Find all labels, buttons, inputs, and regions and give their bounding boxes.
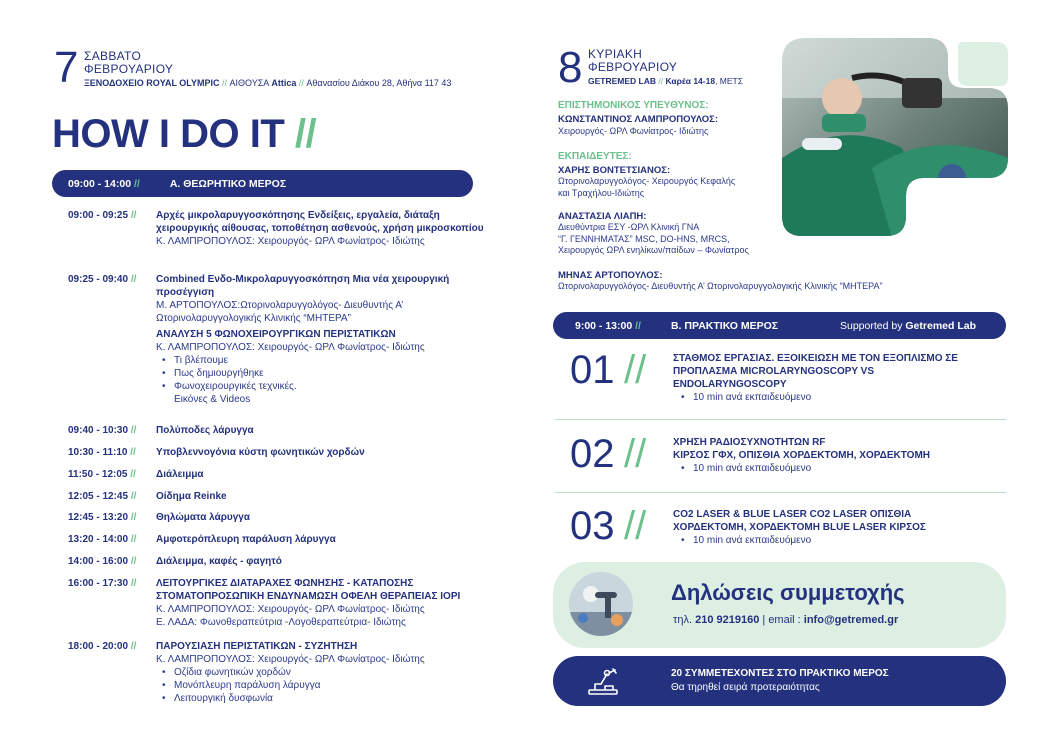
schedule-content: [156, 273, 486, 406]
bullet-item: • Πως δημιουργήθηκε: [162, 367, 486, 380]
page-title: [52, 114, 316, 154]
trainer-desc: Διευθύντρια ΕΣΥ -ΩΡΛ Κλινική ΓΝΑ: [558, 222, 700, 232]
speaker: Κ. ΛΑΜΠΡΟΠΟΥΛΟΣ: Χειρουργός- ΩΡΛ Φωνίατρος- Ιδιώτης: [156, 236, 425, 247]
section-header-theory: [52, 170, 473, 197]
schedule-time: [68, 490, 136, 503]
trainer-desc: Ωτορινολαρυγγολόγος- Χειρουργός Κεφαλής: [558, 176, 736, 186]
station-title: ENDOLARYNGOSCOPY: [673, 379, 787, 390]
station-title: ΚΙΡΣΟΣ ΓΦΧ, ΟΠΙΣΘΙΑ ΧΟΡΔΕΚΤΟΜΗ, ΧΟΡΔΕΚΤΟΜΗ: [673, 450, 930, 461]
trainer-desc: Χειρουργός ΩΡΛ ενηλίκων/παίδων – Φωνίατρος: [558, 245, 749, 255]
trainer-desc: και Τραχήλου-Ιδιώτης: [558, 187, 645, 198]
title-slash: //: [294, 112, 317, 156]
session-title: Combined Ενδο-Μικρολαρυγγοσκόπηση Μια νέα χειρουργική προσέγγιση: [156, 274, 450, 298]
trainers-label: ΕΚΠΑΙΔΕΥΤΕΣ:: [558, 151, 632, 162]
session-title: Υποβλεννογόνια κύστη φωνητικών χορδών: [156, 447, 365, 458]
divider-line: [555, 492, 1006, 493]
station-number: 02: [570, 432, 615, 476]
venue-line: [84, 78, 451, 88]
venue-address: Αθανασίου Διάκου 28, Αθήνα 117 43: [306, 78, 452, 88]
station-text-block: [673, 352, 998, 404]
time-slash: //: [130, 425, 137, 436]
venue-separator-2: //: [298, 78, 304, 88]
venue-hall: Attica: [271, 78, 297, 88]
station-slash: //: [624, 504, 647, 548]
email-label: email :: [768, 614, 801, 626]
schedule-time: [68, 577, 136, 590]
session-title: Αμφοτερόπλευρη παράλυση λάρυγγα: [156, 534, 336, 545]
time-slash: //: [130, 447, 136, 458]
time-slash: //: [130, 641, 137, 652]
station-title: CO2 LASER & BLUE LASER CO2 LASER ΟΠΙΣΘΙΑ: [673, 509, 912, 520]
schedule-time: [68, 511, 136, 524]
trainer-name: ΜΗΝΑΣ ΑΡΤΟΠΟΥΛΟΣ:: [558, 270, 663, 281]
time-text: 13:20 - 14:00: [68, 534, 129, 545]
sub-session-title: ΑΝΑΛΥΣΗ 5 ΦΩΝΟΧΕΙΡΟΥΡΓΙΚΩΝ ΠΕΡΙΣΤΑΤΙΚΩΝ: [156, 329, 396, 340]
email-link[interactable]: info@getremed.gr: [803, 614, 899, 626]
scientific-head-label: ΕΠΙΣΤΗΜΟΝΙΚΟΣ ΥΠΕΥΘΥΝΟΣ:: [558, 100, 709, 111]
time-text: 09:40 - 10:30: [68, 425, 129, 436]
bullet-list: [162, 666, 486, 705]
speaker: Κ. ΛΑΜΠΡΟΠΟΥΛΟΣ: Χειρουργός- ΩΡΛ Φωνίατρος- Ιδιώτης: [156, 654, 425, 665]
trainer-desc: Ωτορινολαρυγγολόγος- Διευθυντής Α’ Ωτορινολαρυγγολογικής Κλινικής “ΜΗΤΕΡΑ”: [558, 281, 883, 291]
microscope-photo: [569, 572, 633, 636]
time-slash: //: [130, 534, 137, 545]
schedule-time: [68, 640, 136, 653]
station-slash: //: [624, 348, 647, 392]
schedule-content: [156, 640, 486, 705]
speaker: Κ. ΛΑΜΠΡΟΠΟΥΛΟΣ: Χειρουργός- ΩΡΛ Φωνίατρος- Ιδιώτης: [156, 342, 425, 353]
station-duration: • 10 min ανά εκπαιδευόμενο: [681, 534, 998, 547]
schedule-time: [68, 424, 136, 437]
venue-hall-label: ΑΙΘΟΥΣΑ: [229, 78, 269, 88]
title-text: HOW I DO IT: [52, 112, 285, 156]
session-title: ΠΑΡΟΥΣΙΑΣΗ ΠΕΡΙΣΤΑΤΙΚΩΝ - ΣΥΖΗΤΗΣΗ: [156, 641, 358, 652]
venue-hotel: ΞΕΝΟΔΟΧΕΙΟ ROYAL OLYMPIC: [84, 78, 220, 88]
venue-line-2: [588, 76, 743, 86]
speaker: Κ. ΛΑΜΠΡΟΠΟΥΛΟΣ: Χειρουργός- ΩΡΛ Φωνίατρος- Ιδιώτης: [156, 604, 425, 615]
scientific-head-desc: Χειρουργός- ΩΡΛ Φωνίατρος- Ιδιώτης: [558, 126, 709, 136]
schedule-time: [68, 273, 136, 286]
trainer: [558, 270, 998, 293]
venue-separator-3: //: [658, 76, 664, 86]
schedule-time: [68, 446, 136, 459]
schedule-content: [156, 577, 486, 629]
schedule-time: [68, 533, 136, 546]
section-time-2: 9:00 - 13:00 //: [575, 319, 641, 332]
phone-label: τηλ.: [673, 614, 693, 626]
time-slash: //: [130, 274, 137, 285]
time-text: 11:50 - 12:05: [68, 469, 128, 480]
schedule-content: [156, 446, 486, 459]
time-text: 12:45 - 13:20: [68, 512, 129, 523]
time-slash: //: [130, 512, 137, 523]
time-text: 09:00 - 09:25: [68, 210, 129, 221]
section-time: 09:00 - 14:00 //: [68, 177, 140, 190]
section-label-2: Β. ΠΡΑΚΤΙΚΟ ΜΕΡΟΣ: [670, 319, 779, 332]
day-number-2: 8: [558, 43, 583, 92]
surgery-photo: [782, 38, 1010, 238]
station-number: 01: [570, 348, 615, 392]
time-text: 09:25 - 09:40: [68, 274, 129, 285]
bullet-item: • Μονόπλευρη παράλυση λάρυγγα: [162, 679, 486, 692]
session-title: Θηλώματα λάρυγγα: [156, 512, 251, 523]
time-text: 12:05 - 12:45: [68, 491, 129, 502]
schedule-time: [68, 555, 136, 568]
station-title: ΧΟΡΔΕΚΤΟΜΗ, ΧΟΡΔΕΚΤΟΜΗ BLUE LASER ΚΙΡΣΟΣ: [673, 522, 926, 533]
speaker: Μ. ΑΡΤΟΠΟΥΛΟΣ:Ωτορινολαρυγγολόγος- Διευθυντής Α’ Ωτορινολαρυγγολογικής Κλινικής “ΜΗΤΕΡΑ”: [156, 300, 404, 324]
time-slash: //: [130, 491, 137, 502]
time-slash: //: [130, 210, 137, 221]
trainer-name: ΧΑΡΗΣ ΒΟΝΤΕΤΣΙΑΝΟΣ:: [558, 165, 671, 176]
schedule-content: [156, 468, 486, 481]
trainer: [558, 165, 788, 199]
trainer: [558, 211, 788, 257]
station-number: 03: [570, 504, 615, 548]
session-title: Διάλειμμα: [156, 469, 204, 480]
time-text: 14:00 - 16:00: [68, 556, 129, 567]
time-text: 18:00 - 20:00: [68, 641, 129, 652]
day-name: ΣΑΒΒΑΤΟ: [84, 49, 142, 63]
phone-link[interactable]: 210 9219160: [695, 614, 760, 626]
time-text: 16:00 - 17:30: [68, 578, 129, 589]
session-title: ΛΕΙΤΟΥΡΓΙΚΕΣ ΔΙΑΤΑΡΑΧΕΣ ΦΩΝΗΣΗΣ - ΚΑΤΑΠΟΣΗΣ ΣΤΟΜΑΤΟΠΡΟΣΩΠΙΚΗ ΕΝΔΥΝΑΜΩΣΗ ΟΦΕΛΗ ΘΕΡΑΠΕΙΑΣ IOPI: [156, 578, 461, 602]
session-title: Αρχές μικρολαρυγγοσκόπησης Ενδείξεις, εργαλεία, διάταξη χειρουργικής αίθουσας, τοποθέτηση ασθενούς, χρήση μικροσκοπίου: [156, 210, 484, 234]
schedule-content: [156, 533, 486, 546]
robot-arm-icon: [587, 666, 619, 696]
month-2: ΦΕΒΡΟΥΑΡΙΟΥ: [588, 60, 678, 74]
venue-city: , ΜΕΤΣ: [715, 76, 743, 86]
trainer-desc: “Γ. ΓΕΝΝΗΜΑΤΑΣ” MSC, DO-HNS, MRCS,: [558, 233, 730, 244]
session-title: Οίδημα Reinke: [156, 491, 227, 502]
station-duration: • 10 min ανά εκπαιδευόμενο: [681, 462, 998, 475]
bullet-item: • Τι βλέπουμε: [162, 354, 486, 367]
bullet-item: • Λειτουργική δυσφωνία: [162, 692, 486, 705]
station-text-block: [673, 436, 998, 475]
month: ΦΕΒΡΟΥΑΡΙΟΥ: [84, 62, 174, 76]
participants-count: 20 ΣΥΜΜΕΤΕΧΟΝΤΕΣ ΣΤΟ ΠΡΑΚΤΙΚΟ ΜΕΡΟΣ: [671, 668, 889, 679]
station-title: ΣΤΑΘΜΟΣ ΕΡΓΑΣΙΑΣ. ΕΞΟΙΚΕΙΩΣΗ ΜΕ ΤΟΝ ΕΞΟΠΛΙΣΜΟ ΣΕ: [673, 353, 958, 364]
schedule-time: [68, 468, 136, 481]
day-number: 7: [54, 43, 79, 92]
section-label: Α. ΘΕΩΡΗΤΙΚΟ ΜΕΡΟΣ: [169, 177, 287, 190]
divider: |: [762, 614, 766, 626]
bullet-item: • Φωνοχειρουργικές τεχνικές. Εικόνες & Videos: [162, 380, 332, 406]
session-title: Πολύποδες λάρυγγα: [156, 425, 254, 436]
contact-line: [673, 614, 898, 626]
station-slash: //: [624, 432, 647, 476]
venue-name: GETREMED LAB: [588, 76, 656, 86]
bullet-list: [162, 354, 486, 406]
schedule-content: [156, 490, 486, 503]
priority-note: Θα τηρηθεί σειρά προτεραιότητας: [671, 682, 820, 693]
station-title: ΠΡΟΠΛΑΣΜΑ MICROLARYNGOSCOPY VS: [673, 366, 875, 377]
venue-separator: //: [222, 78, 228, 88]
speaker: Ε. ΛΑΔΑ: Φωνοθεραπεύτρια -Λογοθεραπεύτρια- Ιδιώτης: [156, 617, 406, 628]
schedule-content: [156, 209, 486, 248]
time-text: 10:30 - 11:10: [68, 447, 128, 458]
schedule-content: [156, 511, 486, 524]
schedule-content: [156, 555, 486, 568]
section-header-practical: [553, 312, 1006, 339]
time-slash: //: [130, 578, 137, 589]
station-title: ΧΡΗΣΗ ΡΑΔΙΟΣΥΧΝΟΤΗΤΩΝ RF: [673, 437, 826, 448]
bullet-item: • Οζίδια φωνητικών χορδών: [162, 666, 486, 679]
schedule-time: [68, 209, 136, 222]
participants-box: [553, 656, 1006, 706]
session-title: Διάλειμμα, καφές - φαγητό: [156, 556, 282, 567]
time-slash: //: [130, 469, 136, 480]
declarations-box: [553, 562, 1006, 648]
declarations-title: Δηλώσεις συμμετοχής: [671, 580, 905, 605]
divider-line: [555, 419, 1006, 420]
scientific-head-name: ΚΩΝΣΤΑΝΤΙΝΟΣ ΛΑΜΠΡΟΠΟΥΛΟΣ:: [558, 114, 719, 125]
trainer-name: ΑΝΑΣΤΑΣΙΑ ΛΙΑΠΗ:: [558, 211, 647, 222]
station-text-block: [673, 508, 998, 547]
day-name-2: ΚΥΡΙΑΚΗ: [588, 47, 643, 61]
venue-address-2: Καρέα 14-18: [665, 76, 716, 86]
schedule-content: [156, 424, 486, 437]
station-duration: • 10 min ανά εκπαιδευόμενο: [681, 391, 998, 404]
time-slash: //: [130, 556, 137, 567]
supported-by: Supported by Getremed Lab: [840, 319, 976, 332]
